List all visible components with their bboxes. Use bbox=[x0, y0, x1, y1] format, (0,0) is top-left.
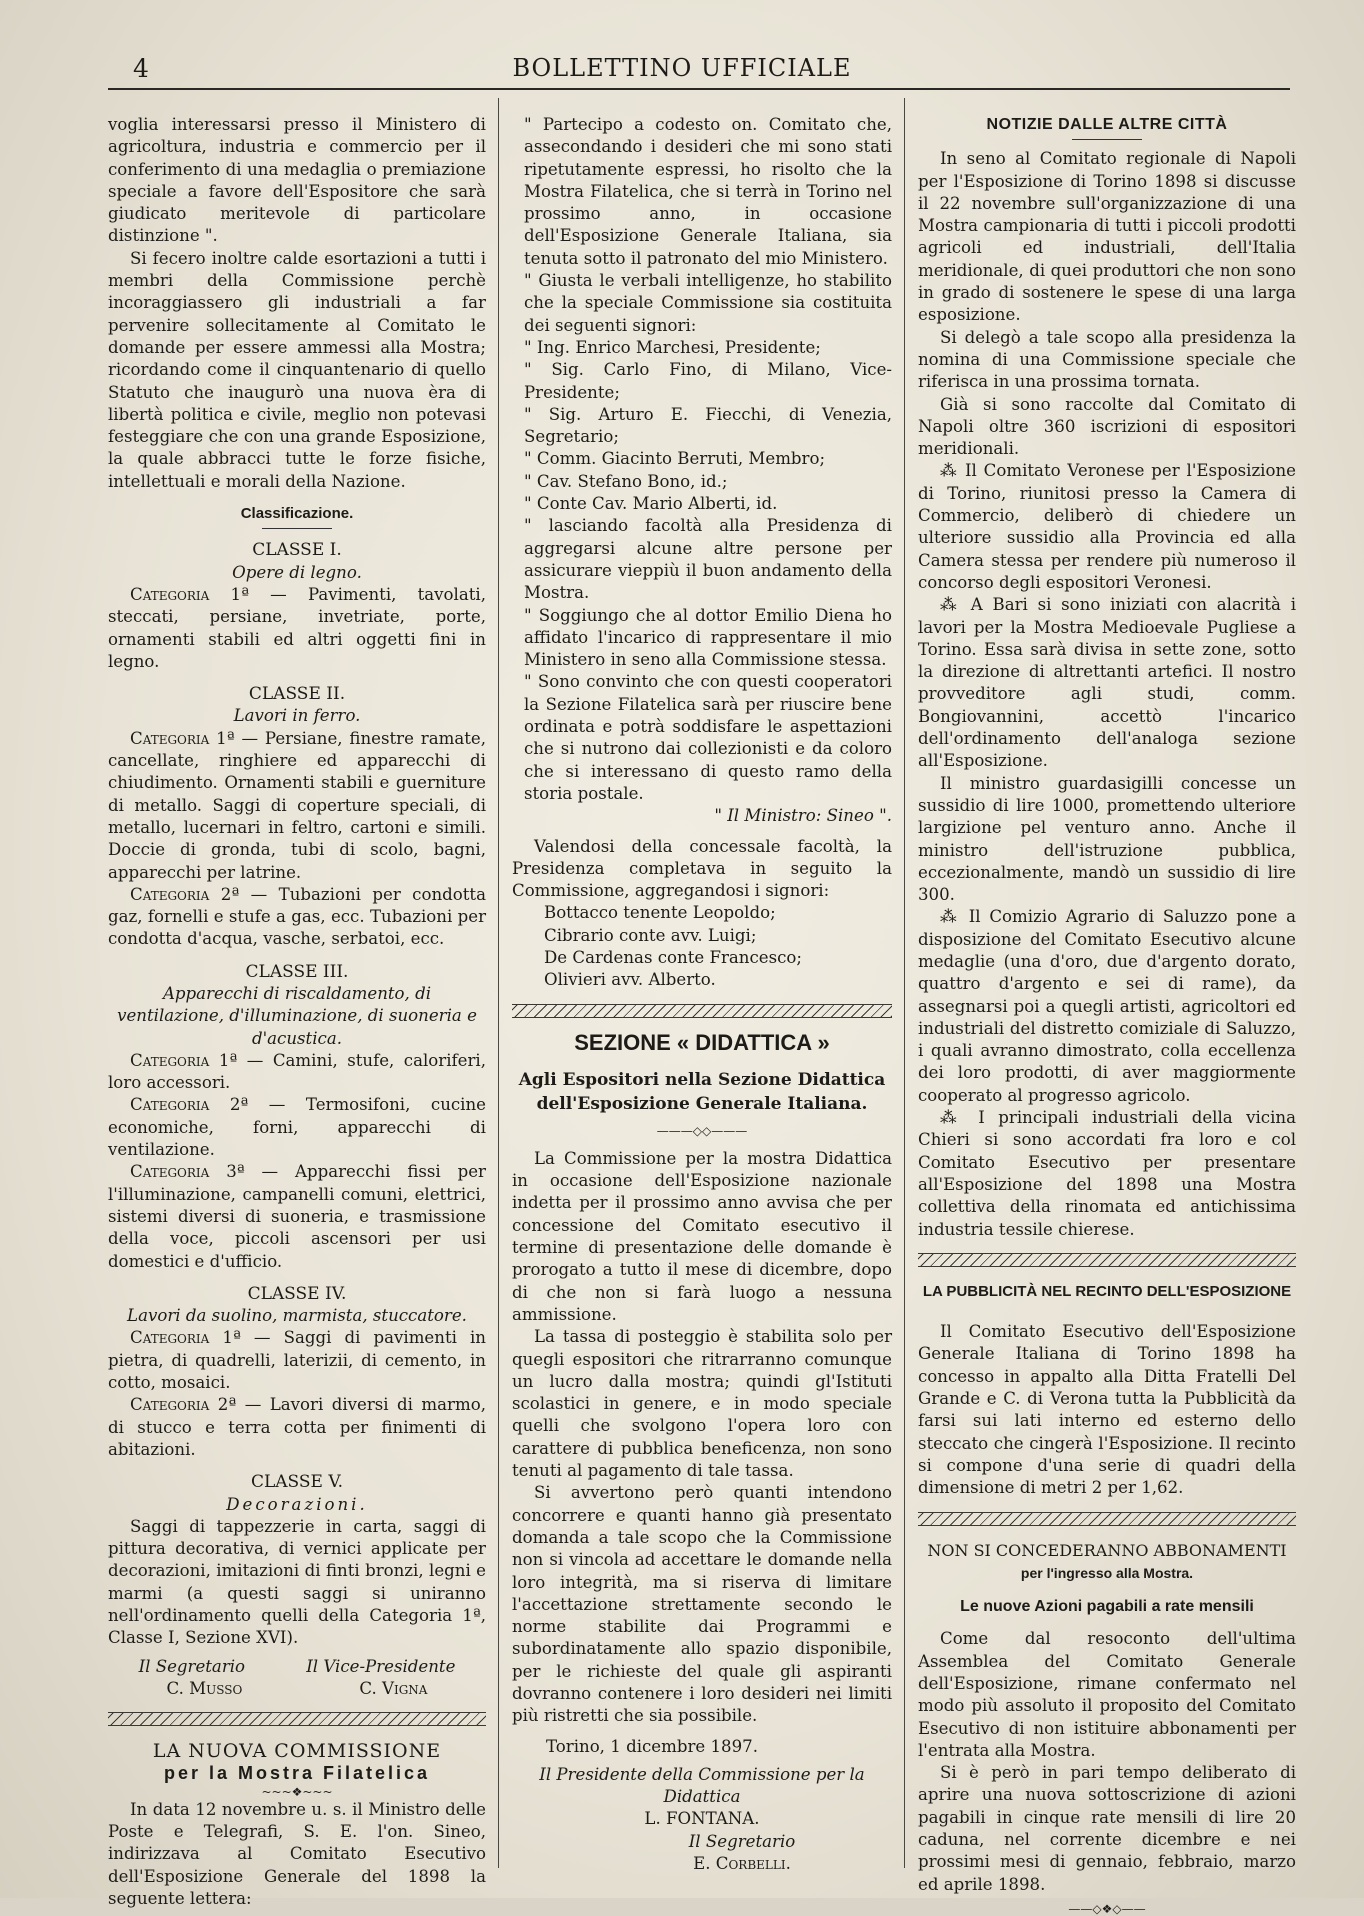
paragraph: Il Comitato Esecutivo dell'Esposizione Generale Italiana di Torino 1898 ha concesso in appalto alla Ditta Fratelli Del Grande e C. di Verona tutta la Pubblicità da farsi sui lati interno ed esterno dello steccato che cingerà l'Esposizione. Il recinto si compone d'una serie di quadri della dimensione di metri 2 per 1,62. bbox=[918, 1322, 1296, 1498]
ornament: ———◇◇——— bbox=[656, 1123, 748, 1138]
class-title: CLASSE I. bbox=[252, 540, 342, 561]
category-label: Categoria 2ª bbox=[130, 1095, 249, 1115]
publication-title: BOLLETTINO UFFICIALE bbox=[512, 54, 852, 82]
article-title: Agli Espositori nella Sezione Didattica bbox=[518, 1069, 886, 1090]
class-title: CLASSE II. bbox=[248, 684, 346, 705]
paragraph: Il ministro guardasigilli concesse un sussidio di lire 1000, promettendo ulteriore largizione pel venturo anno. Anche il ministro dell'istruzione pubblica, eccezionalmente, mandò un sussidio di lire 300. bbox=[918, 773, 1296, 905]
category-label: Categoria 1ª bbox=[130, 584, 249, 604]
signature-name: E. Corbelli. bbox=[693, 1854, 791, 1874]
paragraph: ⁂ Il Comizio Agrario di Saluzzo pone a disposizione del Comitato Esecutivo alcune medaglie (una d'oro, due d'argento dorato, quattro d'argento e sei di rame), da assegnarsi poi a quegli artisti, agricoltori ed industriali del distretto comiziale di Saluzzo, i quali avranno dimostrato, colla eccellenza dei loro prodotti, di aver maggiormente cooperato al progresso agricolo. bbox=[918, 907, 1296, 1105]
category-label: Categoria 3ª bbox=[130, 1162, 245, 1182]
letter-paragraph: " Giusta le verbali intelligenze, ho stabilito che la speciale Commissione sia costituita dei seguenti signori: bbox=[524, 271, 892, 335]
article-title: dell'Esposizione Generale Italiana. bbox=[536, 1093, 868, 1114]
category-item bbox=[108, 1394, 486, 1461]
category-item bbox=[108, 884, 486, 951]
category-item bbox=[108, 1050, 486, 1095]
category-item bbox=[108, 1327, 486, 1394]
letter-member: " Comm. Giacinto Berruti, Membro; bbox=[524, 449, 826, 469]
letter-paragraph: " Partecipo a codesto on. Comitato che, assecondando i desideri che mi sono stati ripetutamente espressi, ho risolto che la Mostra Filatelica, che si terrà in Torino nel prossimo anno, in occasione dell'Esposizione Generale Italiana, sia tenuta sotto il patronato del mio Ministero. bbox=[524, 115, 892, 268]
class-subtitle: Apparecchi di riscaldamento, di ventilazione, d'illuminazione, di suoneria e d'acustica. bbox=[117, 983, 477, 1048]
notice-subheading: per l'ingresso alla Mostra. bbox=[1020, 1564, 1194, 1581]
article-subtitle: per la Mostra Filatelica bbox=[163, 1763, 431, 1784]
category-text: — Pavimenti, tavolati, steccati, persiane, invetriate, porte, ornamenti stabili ed altri oggetti fini in legno. bbox=[108, 584, 486, 671]
ornament: ——◇❖◇—— bbox=[1068, 1901, 1146, 1916]
signature-names bbox=[108, 1678, 486, 1700]
paragraph: In seno al Comitato regionale di Napoli per l'Esposizione di Torino 1898 si discusse il 22 novembre sull'organizzazione di una Mostra campionaria di tutti i piccoli prodotti agricoli ed industriali, dell'Italia meridionale, di quei produttori che non sono in grado di sostenere le spese di una larga esposizione. bbox=[918, 149, 1296, 325]
category-label: Categoria 2ª bbox=[130, 1395, 237, 1415]
paragraph: ⁂ Il Comitato Veronese per l'Esposizione di Torino, riunitosi presso la Camera di Commercio, deliberò di chiedere un ulteriore sussidio alla Provincia ed alla Camera stessa per rendere più numeroso il concorso degli espositori Veronesi. bbox=[918, 461, 1296, 592]
column-middle bbox=[512, 114, 892, 1875]
ornamental-rule bbox=[108, 1712, 486, 1726]
name-item: Cibrario conte avv. Luigi; bbox=[544, 925, 757, 945]
class-title: CLASSE IV. bbox=[247, 1283, 347, 1304]
category-item bbox=[108, 1161, 486, 1272]
signature-role: Il Presidente della Commissione per la Didattica bbox=[539, 1764, 865, 1807]
paragraph: Già si sono raccolte dal Comitato di Napoli oltre 360 iscrizioni di espositori meridionali. bbox=[918, 394, 1296, 459]
letter-paragraph: " lasciando facoltà alla Presidenza di aggregarsi alcune altre persone per assicurare vieppiù il buon andamento della Mostra. bbox=[524, 516, 892, 603]
category-label: Categoria 1ª bbox=[130, 1050, 238, 1070]
header-rule bbox=[108, 88, 1290, 90]
dateline: Torino, 1 dicembre 1897. bbox=[546, 1736, 758, 1756]
paragraph: Si delegò a tale scopo alla presidenza la nomina di una Commissione speciale che riferisca in una prossima tornata. bbox=[918, 327, 1296, 392]
page-header bbox=[0, 50, 1364, 90]
letter-member: " Conte Cav. Mario Alberti, id. bbox=[524, 494, 778, 514]
ornamental-rule bbox=[918, 1253, 1296, 1267]
signature-name: C. Musso bbox=[166, 1678, 243, 1698]
ornamental-rule bbox=[918, 1512, 1296, 1526]
paragraph: Si fecero inoltre calde esortazioni a tutti i membri della Commissione perchè incoraggiassero gli industriali a far pervenire sollecitamente al Comitato le domande per essere ammessi alla Mostra; ricordando come il cinquantenario di quello Statuto che inaugurò una nuova èra di libertà politica e civile, meglio non potevasi festeggiare che con una grande Esposizione, la quale abbracci tutte le forze fisiche, intellettuali e morali della Nazione. bbox=[108, 248, 486, 491]
name-item: Olivieri avv. Alberto. bbox=[544, 970, 716, 990]
category-label: Categoria 1ª bbox=[130, 728, 235, 748]
ornamental-rule bbox=[512, 1004, 892, 1018]
page-number: 4 bbox=[133, 54, 149, 83]
class-subtitle: Lavori in ferro. bbox=[233, 706, 361, 726]
name-item: De Cardenas conte Francesco; bbox=[544, 947, 802, 967]
section-title: SEZIONE « DIDATTICA » bbox=[574, 1029, 830, 1055]
class-title: CLASSE V. bbox=[250, 1472, 344, 1493]
category-text: — Termosifoni, cucine economiche, forni, apparecchi di ventilazione. bbox=[108, 1095, 486, 1160]
section-heading: NOTIZIE DALLE ALTRE CITTÀ bbox=[986, 116, 1228, 133]
column-left bbox=[108, 114, 486, 1910]
signature-roles bbox=[108, 1656, 486, 1678]
class-title: CLASSE III. bbox=[245, 961, 349, 982]
paragraph: voglia interessarsi presso il Ministero di agricoltura, industria e commercio per il conferimento di una medaglia o premiazione speciale a favore dell'Espositore che sarà giudicato meritevole di particolare distinzione ". bbox=[108, 115, 486, 246]
column-divider bbox=[498, 98, 499, 1868]
letter-member: " Sig. Carlo Fino, di Milano, Vice-Presidente; bbox=[524, 360, 892, 402]
section-heading: Le nuove Azioni pagabili a rate mensili bbox=[960, 1598, 1254, 1616]
category-item bbox=[108, 584, 486, 673]
class-subtitle: Opere di legno. bbox=[232, 562, 362, 582]
category-text: — Apparecchi fissi per l'illuminazione, campanelli comuni, elettrici, sistemi diversi di suoneria, e trasmissione della voce, piccoli ascensori per usi domestici e d'ufficio. bbox=[108, 1162, 486, 1271]
category-item bbox=[108, 1094, 486, 1161]
paragraph: ⁂ A Bari si sono iniziati con alacrità i lavori per la Mostra Medioevale Pugliese a Torino. Essa sarà divisa in sette zone, sotto la direzione di altrettanti artefici. Il nostro provveditore agli studi, comm. Bongiovannini, accettò l'incarico dell'ordinamento dell'analoga sezione all'Esposizione. bbox=[918, 595, 1296, 771]
name-item: Bottacco tenente Leopoldo; bbox=[544, 903, 776, 923]
section-heading: LA PUBBLICITÀ NEL RECINTO DELL'ESPOSIZIONE bbox=[922, 1282, 1292, 1300]
category-text: — Lavori diversi di marmo, di stucco e terra cotta per finimenti di abitazioni. bbox=[108, 1395, 486, 1459]
paragraph: Valendosi della concessale facoltà, la Presidenza completava in seguito la Commissione, aggregandosi i signori: bbox=[512, 836, 892, 901]
category-item bbox=[108, 728, 486, 884]
category-text: — Tubazioni per condotta gaz, fornelli e stufe a gas, ecc. Tubazioni per condotta d'acqua, vasche, serbatoi, ecc. bbox=[108, 884, 486, 949]
paragraph: Si avvertono però quanti intendono concorrere e quanti hanno già presentato domanda a tale scopo che la Commissione non si vincola ad accettare le domande nella loro integrità, ma si riserva di limitare l'accettazione strettamente secondo le norme stabilite dai Programmi e subordinatamente allo spazio disponibile, per le richieste del quale gli aspiranti dovranno contenere i loro desideri nei limiti più ristretti che sia possibile. bbox=[512, 1483, 892, 1726]
category-text: — Camini, stufe, caloriferi, loro accessori. bbox=[108, 1050, 486, 1093]
paragraph: Come dal resoconto dell'ultima Assemblea del Comitato Generale dell'Esposizione, rimane confermato nel modo più assoluto il proposito del Comitato Esecutivo di non istituire abbonamenti per l'entrata alla Mostra. bbox=[918, 1629, 1296, 1760]
section-heading: Classificazione. bbox=[240, 505, 354, 523]
divider bbox=[1072, 139, 1142, 140]
article-title: LA NUOVA COMMISSIONE bbox=[152, 1740, 442, 1763]
category-text: — Persiane, finestre ramate, cancellate, ringhiere ed apparecchi di chiudimento. Ornamenti stabili e guerniture di metallo. Saggi di coperture speciali, di metallo, lucernari in feltro, cartoni e simili. Doccie di gronda, tubi di scolo, bagni, apparecchi per latrine. bbox=[108, 728, 486, 882]
category-label: Categoria 1ª bbox=[130, 1328, 241, 1348]
paragraph: ⁂ I principali industriali della vicina Chieri si sono accordati fra loro e col Comitato Esecutivo per presentare all'Esposizione del 1898 una Mostra collettiva della rinomata ed antichissima industria tessile chierese. bbox=[918, 1108, 1296, 1239]
letter-signature: " Il Ministro: Sineo ". bbox=[714, 806, 892, 826]
paragraph: In data 12 novembre u. s. il Ministro delle Poste e Telegrafi, S. E. l'on. Sineo, indirizzava al Comitato Esecutivo dell'Esposizione Generale del 1898 la seguente lettera: bbox=[108, 1799, 486, 1908]
category-label: Categoria 2ª bbox=[130, 884, 240, 904]
class-subtitle: Lavori da suolino, marmista, stuccatore. bbox=[127, 1306, 467, 1326]
paragraph: Si è però in pari tempo deliberato di aprire una nuova sottoscrizione di azioni pagabili in cinque rate mensili di lire 20 caduna, nel corrente dicembre e nei prossimi mesi di gennaio, febbraio, marzo ed aprile 1898. bbox=[918, 1763, 1296, 1894]
signature-name: L. FONTANA. bbox=[644, 1809, 760, 1829]
letter-paragraph: " Sono convinto che con questi cooperatori la Sezione Filatelica sarà per riuscire bene ordinata e potrà soddisfare le aspettazioni che si nutrono dai collezionisti e da coloro che si interessano di questo ramo della storia postale. bbox=[524, 672, 892, 803]
notice-heading: NON SI CONCEDERANNO ABBONAMENTI bbox=[927, 1540, 1287, 1560]
letter-member: " Ing. Enrico Marchesi, Presidente; bbox=[524, 337, 821, 357]
letter-paragraph: " Soggiungo che al dottor Emilio Diena ho affidato l'incarico di rappresentare il mio Ministero in seno alla Commissione stessa. bbox=[524, 605, 892, 670]
signature-role: Il Segretario bbox=[688, 1831, 796, 1851]
column-right bbox=[918, 114, 1296, 1916]
divider bbox=[262, 528, 332, 529]
ornament: ~~~❖~~~ bbox=[261, 1784, 333, 1799]
letter-member: " Sig. Arturo E. Fiecchi, di Venezia, Segretario; bbox=[524, 404, 892, 447]
class-subtitle: Decorazioni. bbox=[226, 1494, 368, 1514]
signature-role: Il Segretario bbox=[138, 1656, 246, 1676]
paragraph: La Commissione per la mostra Didattica in occasione dell'Esposizione nazionale indetta per il prossimo anno avvisa che per concessione del Comitato esecutivo il termine di presentazione delle domande è prorogato a tutto il mese di dicembre, dopo di che non si farà luogo a nessuna ammissione. bbox=[512, 1148, 892, 1324]
signature-name: C. Vigna bbox=[359, 1678, 428, 1698]
category-text: — Saggi di pavimenti in pietra, di quadrelli, laterizii, di cemento, in cotto, mosaici. bbox=[108, 1328, 486, 1393]
signature-role: Il Vice-Presidente bbox=[306, 1656, 456, 1676]
column-divider bbox=[904, 98, 905, 1868]
paragraph: Saggi di tappezzerie in carta, saggi di pittura decorativa, di vernici applicate per decorazioni, imitazioni di finti bronzi, legni e marmi (a questi saggi si uniranno nell'ordinamento quelli della Categoria 1ª, Classe I, Sezione XVI). bbox=[108, 1516, 486, 1648]
paragraph: La tassa di posteggio è stabilita solo per quegli espositori che ritrarranno comunque un lucro dalla mostra; quindi gl'Istituti scolastici in genere, e in modo speciale quelli che svolgono l'opera loro con carattere di pubblica beneficenza, non sono tenuti al pagamento di tale tassa. bbox=[512, 1327, 892, 1481]
letter-member: " Cav. Stefano Bono, id.; bbox=[524, 471, 728, 491]
